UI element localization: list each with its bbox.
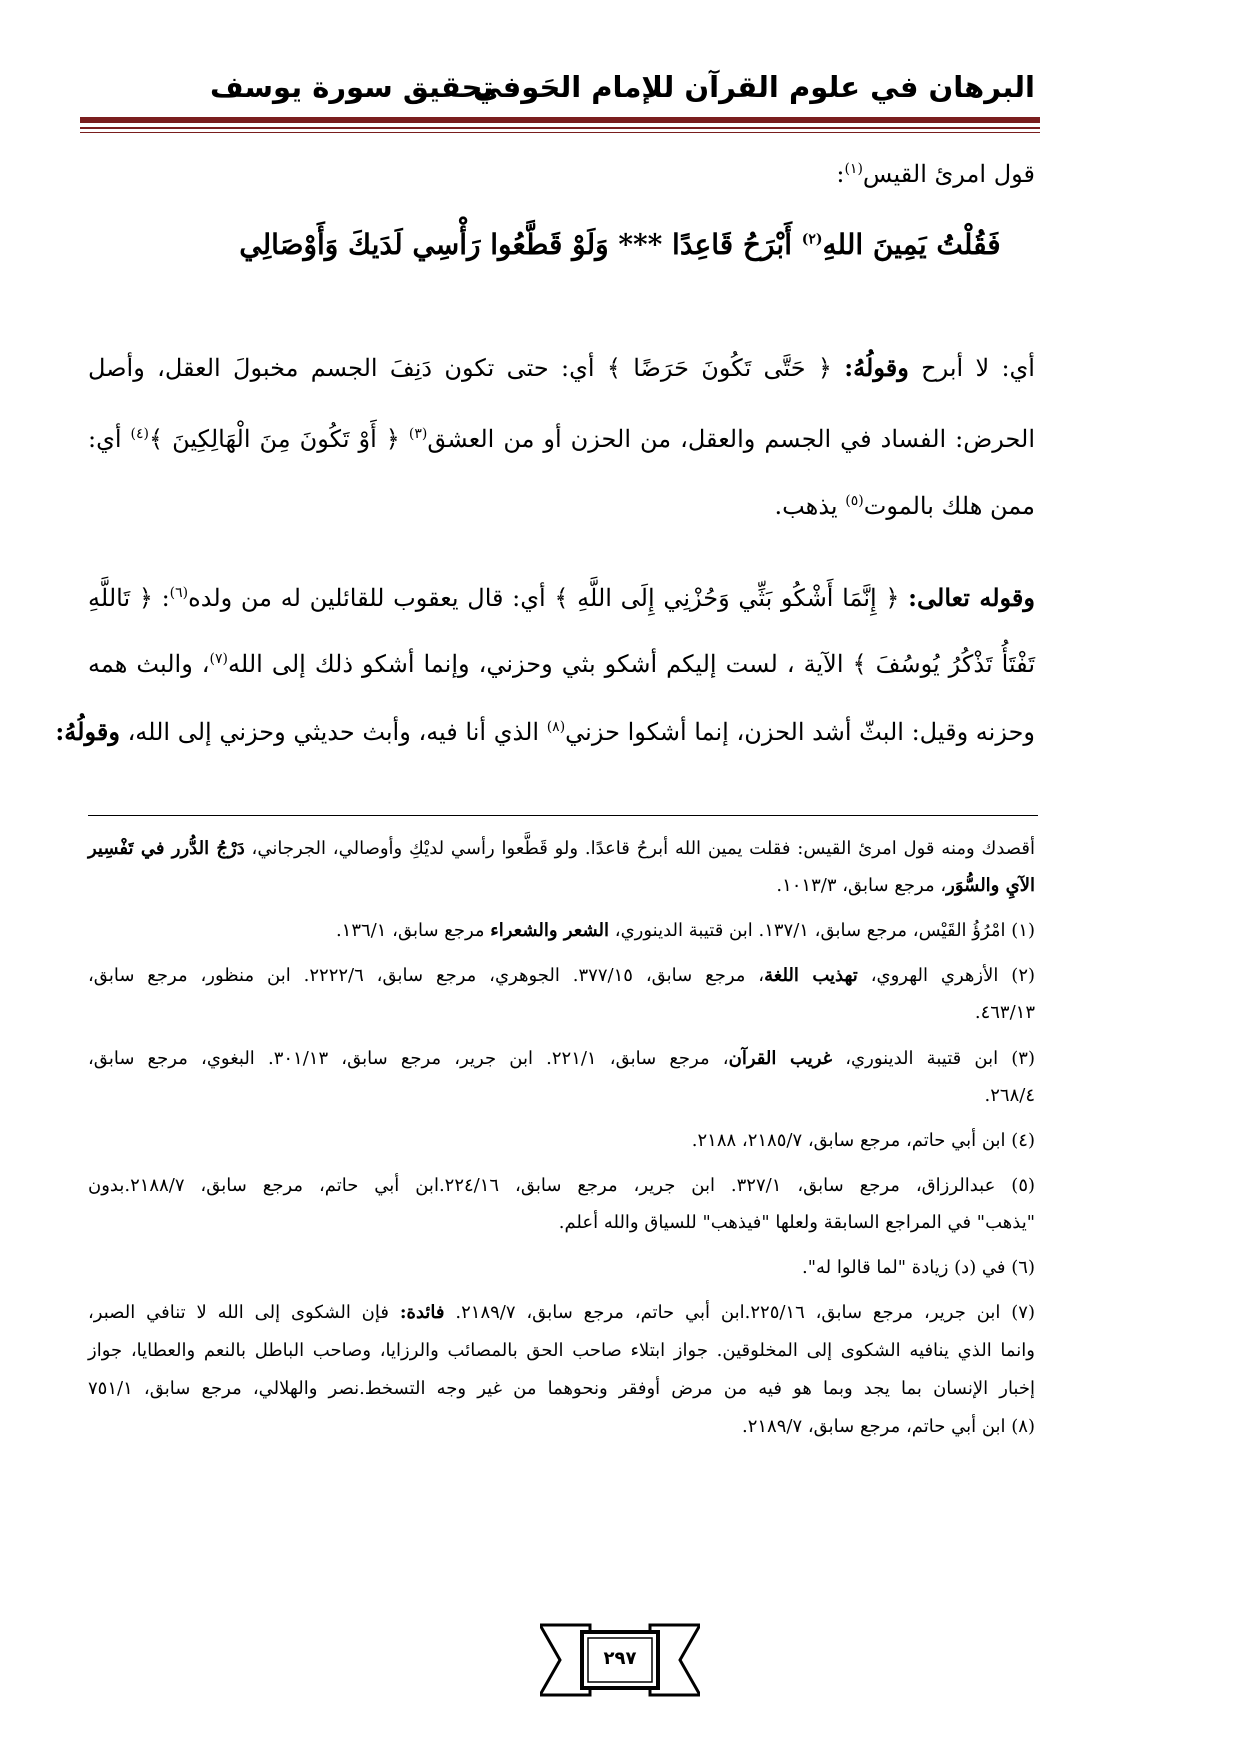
text-segment: (٧) ابن جرير، مرجع سابق، ٢٢٥/١٦.ابن أبي حاتم، مرجع سابق، ٢١٨٩/٧. <box>455 1302 1035 1323</box>
book-name: تهذيب اللغة <box>764 965 858 986</box>
page-number: ٢٩٧ <box>603 1648 637 1669</box>
footnote-preamble-line-2 <box>88 875 1035 896</box>
text-segment: ، مرجع سابق، ٢٢١/١. ابن جرير، مرجع سابق، ٣٠١/١٣. البغوي، مرجع سابق، <box>88 1048 729 1069</box>
footnote-1 <box>88 920 1035 941</box>
section-title: تحقيق سورة يوسف <box>210 70 494 104</box>
text-segment: ، مرجع سابق، ٣٧٧/١٥. الجوهري، مرجع سابق، ٢٢٢٢/٦. ابن منظور، مرجع سابق، <box>88 965 765 986</box>
paragraph-2-line-3 <box>55 717 1035 746</box>
footnote-4: (٤) ابن أبي حاتم، مرجع سابق، ٢١٨٥/٧، ٢١٨٨. <box>691 1130 1035 1151</box>
book-name: الآيِ والسُّوَر <box>946 875 1035 896</box>
paragraph-1-line-2 <box>88 425 1035 453</box>
footnote-ref: (٣) <box>408 426 428 442</box>
book-name: دَرْجُ الدُّرر في تَفْسِير <box>88 838 245 859</box>
footnote-ref: (١) <box>844 161 863 177</box>
intro-line <box>836 160 1035 188</box>
text-segment: أي: <box>88 425 122 453</box>
header-rule-thin <box>80 127 1040 129</box>
bold-term: فائدة: <box>399 1302 445 1323</box>
text-segment: فإن الشكوى إلى الله لا تنافي الصبر، <box>88 1302 389 1323</box>
footnote-preamble-line-1 <box>88 838 1035 859</box>
quran-quote: ﴿ أَوْ تَكُونَ مِنَ الْهَالِكِينَ ﴾ <box>149 425 400 453</box>
text-segment: الذي أنا فيه، وأبث حديثي وحزني إلى الله، <box>127 718 540 746</box>
text-segment: (٣) ابن قتيبة الدينوري، <box>845 1048 1035 1069</box>
book-title: البرهان في علوم القرآن للإمام الحَوفي <box>472 70 1035 104</box>
text-segment: وحزنه وقيل: البثّ أشد الحزن، إنما أشكوا حزني <box>565 718 1035 746</box>
intro-colon: : <box>836 160 845 188</box>
book-name: غريب القرآن <box>728 1048 833 1069</box>
footnote-5-line-1: (٥) عبدالرزاق، مرجع سابق، ٣٢٧/١. ابن جرير، مرجع سابق، ٢٢٤/١٦.ابن أبي حاتم، مرجع سابق، ٢١٨٨/٧.بدون <box>88 1175 1036 1196</box>
intro-text: قول امرئ القيس <box>862 160 1035 188</box>
text-segment: (١) امْرُؤُ القَيْس، مرجع سابق، ١٣٧/١. ابن قتيبة الدينوري، <box>614 920 1035 941</box>
header-rule-hair <box>80 132 1040 133</box>
verse-second-part: أَبْرَحُ قَاعِدًا *** وَلَوْ قَطَّعُوا رَأْسِي لَدَيكَ وَأَوْصَالِي <box>239 228 792 261</box>
text-segment: مرجع سابق، ١٣٦/١. <box>335 920 485 941</box>
text-segment: أقصدك ومنه قول امرئ القيس: فقلت يمين الله أبرحُ قاعدًا. ولو قَطَّعوا رأسي لديْكِ وأوصالي، الجرجاني، <box>251 838 1035 859</box>
bold-term: وقولُهُ: <box>55 717 120 746</box>
poetry-verse <box>0 228 1240 261</box>
text-segment: (٢) الأزهري الهروي، <box>870 965 1036 986</box>
text-segment: : ﴿ تَاللَّهِ <box>88 584 170 612</box>
text-segment: ، مرجع سابق، ١٠١٣/٣. <box>776 875 947 896</box>
bold-term: وقوله تعالى: <box>908 583 1035 612</box>
footnote-ref: (٧) <box>209 651 229 667</box>
footnote-ref: (٦) <box>169 585 189 601</box>
footnote-2-line-2: ٤٦٣/١٣. <box>974 1002 1035 1023</box>
paragraph-1-line-3 <box>774 492 1035 520</box>
text-segment: الحرض: الفساد في الجسم والعقل، من الحزن أو من العشق <box>427 425 1035 453</box>
quran-quote: ﴿ إِنَّمَا أَشْكُو بَثِّي وَحُزْنِي إِلَى اللَّهِ ﴾ أي: قال يعقوب للقائلين له من ولده <box>188 584 900 612</box>
footnote-6: (٦) في (د) زيادة "لما قالوا له". <box>801 1257 1035 1278</box>
text-segment: تَفْتَأُ تَذْكُرُ يُوسُفَ ﴾ الآية ، لست إليكم أشكو بثي وحزني، وإنما أشكو ذلك إلى الله <box>228 650 1035 678</box>
footnote-ref: (٢) <box>801 231 823 248</box>
footnote-2-line-1 <box>88 965 1035 986</box>
footnote-7-line-1 <box>88 1302 1035 1323</box>
bold-term: وقولُهُ: <box>844 353 909 382</box>
footnote-separator <box>88 815 1038 816</box>
paragraph-2-line-1 <box>88 583 1035 612</box>
footnote-3-line-2: ٢٦٨/٤. <box>984 1085 1035 1106</box>
text-segment: ممن هلك بالموت <box>863 492 1035 520</box>
verse-first-part: فَقُلْتُ يَمِينَ اللهِ <box>822 228 1001 261</box>
footnote-8: (٨) ابن أبي حاتم، مرجع سابق، ٢١٨٩/٧. <box>741 1416 1035 1437</box>
paragraph-1-line-1 <box>88 353 1035 382</box>
book-name: الشعر والشعراء <box>490 920 610 941</box>
footnote-ref: (٥) <box>845 493 864 509</box>
footnote-ref: (٨) <box>546 719 566 735</box>
text-segment: ﴿ حَتَّى تَكُونَ حَرَضًا ﴾ أي: حتى تكون دَنِفَ الجسم مخبولَ العقل، وأصل <box>88 354 832 382</box>
paragraph-2-line-2 <box>88 650 1035 678</box>
footnote-5-line-2: "يذهب" في المراجع السابقة ولعلها "فيذهب" للسياق والله أعلم. <box>558 1212 1035 1233</box>
header-rule <box>80 117 1040 123</box>
text-segment: يذهب. <box>774 492 838 520</box>
footnote-7-line-2: وانما الذي ينافيه الشكوى إلى المخلوقين. جواز ابتلاء صاحب الحق بالمصائب والرزايا، وصاحب الباطل بالنعم والعطايا، جواز <box>88 1340 1035 1361</box>
text-segment: ، والبث همه <box>88 650 210 678</box>
footnote-ref: (٤) <box>130 426 150 442</box>
text-segment: أي: لا أبرح <box>921 354 1035 382</box>
footnote-3-line-1 <box>88 1048 1035 1069</box>
footnote-7-line-3: إخبار الإنسان بما يجد وبما هو فيه من مرض أوفقر ونحوهما من غير وجه التسخط.نصر والهلالي، مرجع سابق، ٧٥١/١ <box>88 1378 1035 1399</box>
